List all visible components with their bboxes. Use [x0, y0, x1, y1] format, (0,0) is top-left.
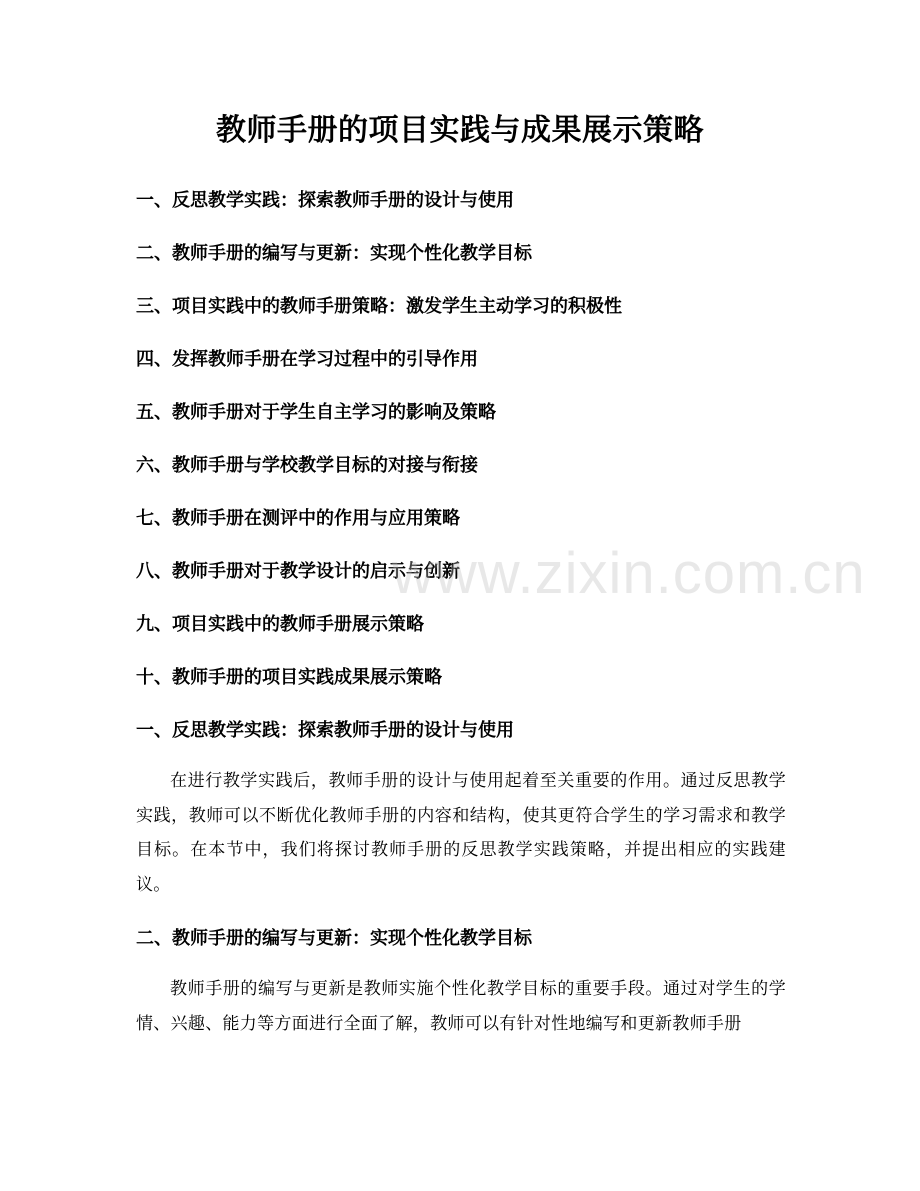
toc-item-5: 五、教师手册对于学生自主学习的影响及策略	[136, 402, 496, 423]
section-heading: 一、反思教学实践：探索教师手册的设计与使用	[136, 720, 514, 741]
toc-item-8: 八、教师手册对于教学设计的启示与创新	[136, 561, 460, 582]
table-of-contents	[136, 184, 796, 714]
section-paragraph: 教师手册的编写与更新是教师实施个性化教学目标的重要手段。通过对学生的学情、兴趣、能力等方面进行全面了解，教师可以有针对性地编写和更新教师手册	[136, 979, 786, 1034]
watermark: www.zixin.com.cn	[392, 541, 866, 606]
section-heading: 二、教师手册的编写与更新：实现个性化教学目标	[136, 928, 532, 949]
toc-item-10: 十、教师手册的项目实践成果展示策略	[136, 667, 442, 688]
page-title: 教师手册的项目实践与成果展示策略	[216, 113, 704, 148]
section-paragraph: 在进行教学实践后，教师手册的设计与使用起着至关重要的作用。通过反思教学实践，教师可以不断优化教师手册的内容和结构，使其更符合学生的学习需求和教学目标。在本节中，我们将探讨教师手册的反思教学实践策略，并提出相应的实践建议。	[136, 771, 786, 895]
toc-item-7: 七、教师手册在测评中的作用与应用策略	[136, 508, 460, 529]
toc-item-2: 二、教师手册的编写与更新：实现个性化教学目标	[136, 243, 532, 264]
toc-item-1: 一、反思教学实践：探索教师手册的设计与使用	[136, 190, 514, 211]
toc-item-9: 九、项目实践中的教师手册展示策略	[136, 614, 424, 635]
toc-item-3: 三、项目实践中的教师手册策略：激发学生主动学习的积极性	[136, 296, 622, 317]
toc-item-4: 四、发挥教师手册在学习过程中的引导作用	[136, 349, 478, 370]
toc-item-6: 六、教师手册与学校教学目标的对接与衔接	[136, 455, 478, 476]
section-1	[136, 714, 786, 902]
section-2	[136, 922, 786, 1041]
